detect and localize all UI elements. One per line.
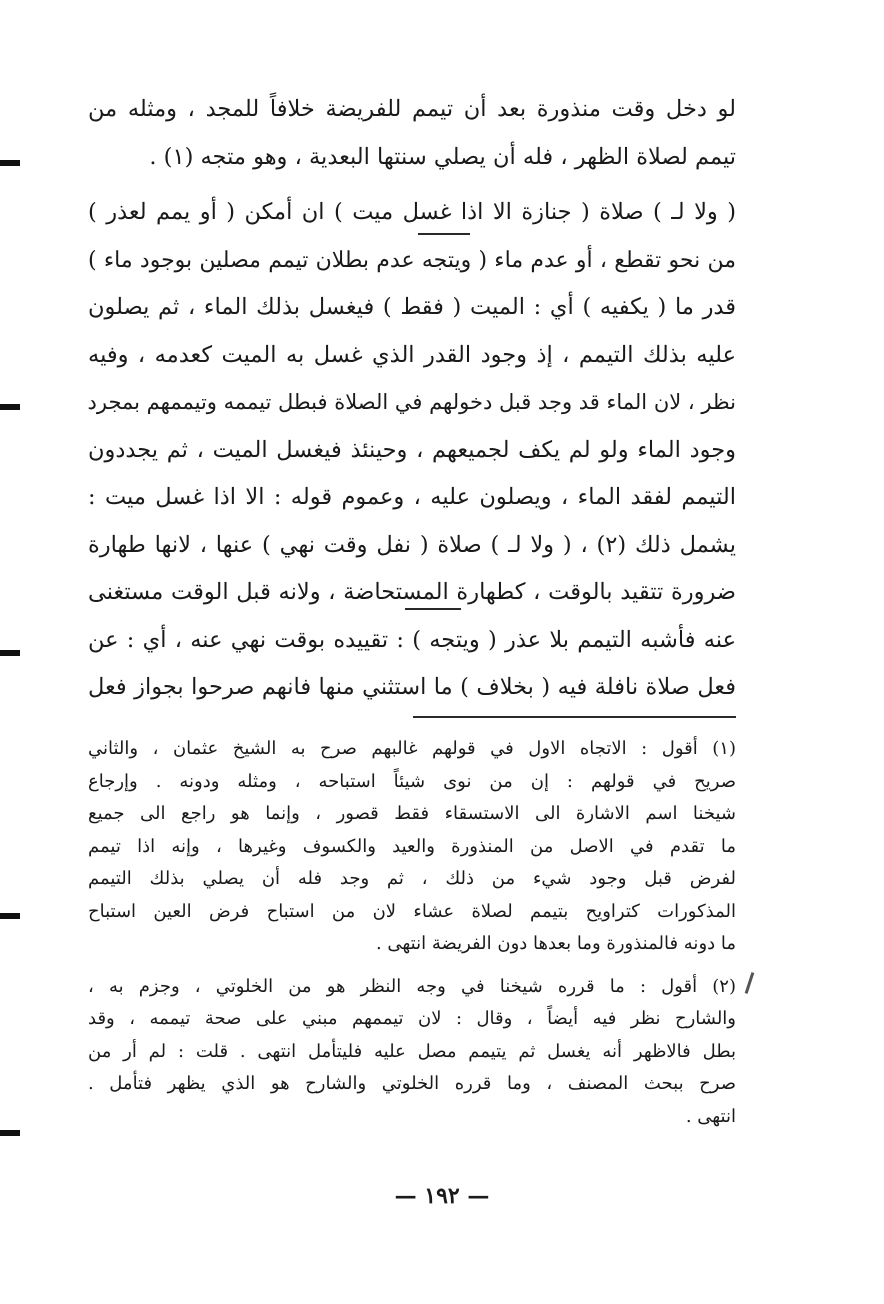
margin-mark <box>0 650 20 656</box>
text-line: ضرورة تتقيد بالوقت ، كطهارة المستحاضة ، ولانه قبل الوقت مستغنى <box>88 579 736 605</box>
text-line: نظر ، لان الماء قد وجد قبل دخولهم في الصلاة فبطل تيممه وتيممهم بمجرد <box>88 390 736 414</box>
main-text <box>88 86 736 712</box>
quote-overline <box>418 233 470 235</box>
text-line: وجود الماء ولو لم يكف لجميعهم ، وحينئذ فيغسل الميت ، ثم يجددون <box>88 436 736 463</box>
footnotes <box>88 733 736 1133</box>
margin-mark <box>0 404 20 410</box>
margin-mark <box>0 160 20 166</box>
footnote-line: بطل فالاظهر أنه يغسل ثم يتيمم مصل عليه فليتأمل انتهى . قلت : لم أر من <box>88 1040 736 1062</box>
text-line: تيمم لصلاة الظهر ، فله أن يصلي سنتها البعدية ، وهو متجه (١) . <box>149 143 736 170</box>
text-line: يشمل ذلك (٢) ، ( ولا لـ ) صلاة ( نفل وقت نهي ) عنها ، لانها طهارة <box>88 531 736 558</box>
quote-overline <box>405 608 461 610</box>
footnote-line: ما دونه فالمنذورة وما بعدها دون الفريضة انتهى . <box>375 933 736 954</box>
text-line: من نحو تقطع ، أو عدم ماء ( ويتجه عدم بطلان تيمم مصلين بوجود ماء ) <box>88 247 736 273</box>
margin-mark <box>0 913 20 919</box>
footnote-line: انتهى . <box>685 1105 736 1127</box>
text-line: فعل صلاة نافلة فيه ( بخلاف ) ما استثني منها فانهم صرحوا بجواز فعل <box>88 674 736 700</box>
footnote-line: المذكورات كتراويح بتيمم لصلاة عشاء لان من استباح فرض العين استباح <box>88 900 736 922</box>
footnote-line: (٢) أقول : ما قرره شيخنا في وجه النظر هو من الخلوتي ، وجزم به ، <box>88 975 736 997</box>
footnote-line: لفرض قبل وجود شيء من ذلك ، ثم وجد فله أن يصلي بذلك التيمم <box>88 868 736 889</box>
footnote-spacer <box>88 961 736 971</box>
footnote-line: (١) أقول : الاتجاه الاول في قولهم غالبهم صرح به الشيخ عثمان ، والثاني <box>88 738 736 759</box>
text-line: ( ولا لـ ) صلاة ( جنازة الا اذا غسل ميت ) ان أمكن ( أو يمم لعذر ) <box>88 199 736 225</box>
text-line: التيمم لفقد الماء ، ويصلون عليه ، وعموم قوله : الا اذا غسل ميت : <box>88 484 736 510</box>
footnote-separator <box>413 716 736 718</box>
text-line: قدر ما ( يكفيه ) أي : الميت ( فقط ) فيغسل بذلك الماء ، ثم يصلون <box>88 294 736 320</box>
footnote-2 <box>88 971 736 1134</box>
footnote-line: صريح في قولهم : إن من نوى شيئاً استباحه ، ومثله ودونه . وإرجاع <box>88 770 736 792</box>
footnote-line: شيخنا اسم الاشارة الى الاستسقاء فقط قصور ، وإنما هو راجع الى جميع <box>88 803 736 824</box>
text-line: عليه بذلك التيمم ، إذ وجود القدر الذي غسل به الميت كعدمه ، وفيه <box>88 341 736 368</box>
footnote-1 <box>88 733 736 961</box>
footnote-line: صرح ببحث المصنف ، وما قرره الخلوتي والشارح هو الذي يظهر فتأمل . <box>88 1073 736 1094</box>
text-line: عنه فأشبه التيمم بلا عذر ( ويتجه ) : تقييده بوقت نهي عنه ، أي : عن <box>88 626 736 653</box>
scan-mark <box>745 972 755 994</box>
footnote-line: ما تقدم في الاصل من المنذورة والعيد والكسوف وغيرها ، وإنه اذا تيمم <box>88 835 736 857</box>
page-number: — ١٩٢ — <box>394 1183 490 1209</box>
margin-mark <box>0 1130 20 1136</box>
text-line: لو دخل وقت منذورة بعد أن تيمم للفريضة خلافاً للمجد ، ومثله من <box>88 96 736 122</box>
footnote-line: والشارح نظر فيه أيضاً ، وقال : لان تيممهم مبني على صحة تيممه ، وقد <box>88 1008 736 1029</box>
